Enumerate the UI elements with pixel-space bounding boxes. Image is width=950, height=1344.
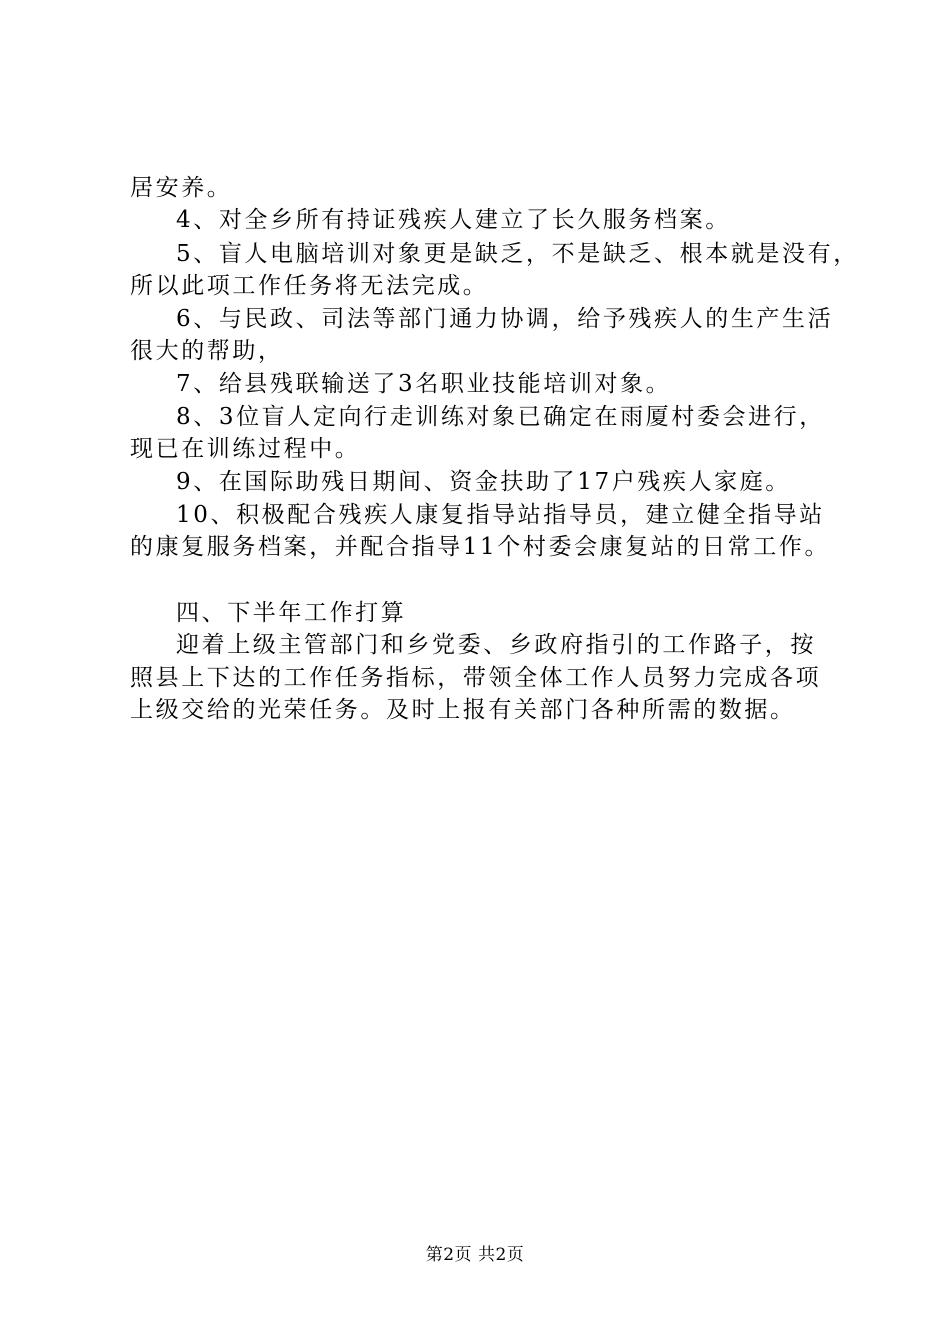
section-heading: 四、下半年工作打算 (176, 600, 407, 626)
text-line-2: 4、对全乡所有持证残疾人建立了长久服务档案。 (176, 207, 731, 233)
text-line-9: 现已在训练过程中。 (130, 436, 361, 462)
text-line-8: 8、3位盲人定向行走训练对象已确定在雨厦村委会进行， (176, 404, 825, 430)
text-line-16: 上级交给的光荣任务。及时上报有关部门各种所需的数据。 (130, 697, 796, 723)
text-line-5: 6、与民政、司法等部门通力协调，给予残疾人的生产生活 (176, 306, 834, 332)
text-line-6: 很大的帮助， (130, 338, 284, 364)
text-line-4: 所以此项工作任务将无法完成。 (130, 273, 489, 299)
text-line-7: 7、给县残联输送了3名职业技能培训对象。 (176, 371, 672, 397)
text-line-12: 的康复服务档案，并配合指导11个村委会康复站的日常工作。 (130, 534, 831, 560)
text-line-14: 迎着上级主管部门和乡党委、乡政府指引的工作路子，按 (176, 632, 816, 658)
text-line-10: 9、在国际助残日期间、资金扶助了17户残疾人家庭。 (176, 469, 791, 495)
text-line-15: 照县上下达的工作任务指标，带领全体工作人员努力完成各项 (130, 665, 822, 691)
text-line-11: 10、积极配合残疾人康复指导站指导员，建立健全指导站 (176, 502, 825, 528)
text-line-3: 5、盲人电脑培训对象更是缺乏，不是缺乏、根本就是没有， (176, 241, 859, 267)
page-footer: 第2页 共2页 (425, 1245, 525, 1265)
text-line-1: 居安养。 (130, 175, 233, 201)
